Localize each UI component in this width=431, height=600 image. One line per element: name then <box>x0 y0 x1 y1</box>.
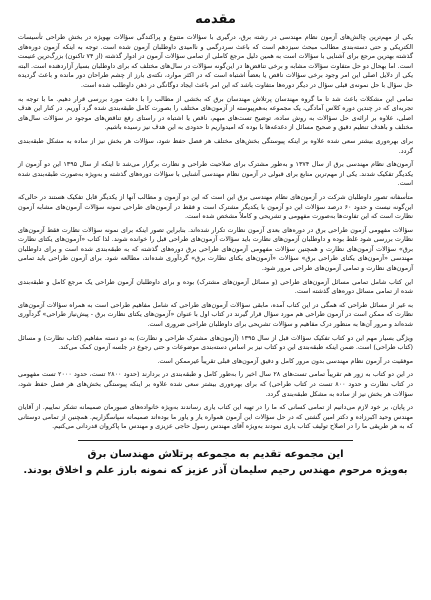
paragraph-6: سؤالات مفهومی آزمون طراحی برق در دوره‌های بعدی آزمون نظارت تکرار شده‌اند. بنابراین تصور اینکه برای نمونه سؤالات نظارت فقط آزمون‌های نظارت بررسی شود غلط بوده و داوطلبان آزمون‌های نظارت باید سؤالات آزمون‌های طراحی قبل را خوانده شوند. لذا کتاب «آزمون‌های یکتای نظارت برق» سؤالات آزمون‌های نظارت و همچنین سؤالات مفهومی آزمون‌های طراحی برق دوره‌های گذشته که به طبقه‌بندی شده است و برای داوطلبان مهندسی «آزمون‌های یکتای طراحی برق» سؤالات «آزمون‌های یکتای نظارت برق» گردآوری شده‌اند، مطالعه شود. برای آزمون طراحی باید تمامی آزمون‌های نظارت و تمامی آزمون‌های طراحی مرور شود. <box>18 225 413 273</box>
paragraph-3: برای بهره‌وری بیشتر سعی شده علاوه بر اینکه پیوستگی بخش‌های مختلف هر فصل حفظ شود، سؤالات هر بخش نیز از ساده به مشکل طبقه‌بندی گردد. <box>18 136 413 155</box>
dedication-line-2: به‌ویژه مرحوم مهندس رحیم سلیمان آذر عزیز که نمونه بارز علم و اخلاق بودند. <box>23 464 408 476</box>
paragraph-2: تمامی این مشکلات باعث شد تا ما گروه مهندسان پرتلاش مهندسان برق که بخشی از مطالب را با دقت مورد بررسی قرار دهیم. ما با توجه به تجربه‌ای که در چندین دوره کلاس آمادگی، یک مجموعه به‌هم‌پیوسته از آزمون‌های مختلف را بصورت کامل طبقه‌بندی شده گرد آوریم. در کنار این هدف اصلی، علاوه بر ارائه‌ی حل سؤالات به روش ساده، توضیح تست‌های مبهم، ناقص یا اشتباه در راستای رفع تناقض‌های موجود در سؤالات سال‌های مختلف و باهدف تنظیم دقیق و صحیح مسائل از دغدغه‌ها با بوده که امیدواریم تا حدودی به این هدف نیز رسیده باشیم. <box>18 94 413 132</box>
page-title: مقدمه <box>195 12 236 27</box>
paragraph-7: این کتاب شامل تمامی مسائل آزمون‌های طراحی (و مسائل آزمون‌های مشترک) بوده و برای داوطلبان آزمون طراحی یک مرجع کامل و طبقه‌بندی شده از تمامی مسائل دوره‌های گذشته است. <box>18 277 413 296</box>
paragraph-1: یکی از مهم‌ترین چالش‌های آزمون نظام مهندسی در رشته برق، درگیری با سؤالات متنوع و پراکندگی سؤالات بهویژه در بخش طراحی تأسیسات الکتریکی و حتی دسته‌بندی مطالب مبحث سیزدهم است که باعث سردرگمی و ناامیدی داوطلبان آزمون شده است. توجه به اینکه آزمون دوره‌های گذشته بهترین مرجع برای آشنایی با سؤالات است به همین دلیل مرجع کاملی از تمامی سؤالات آزمون در ادوار گذشته (از ۷۴ تاکنون) بزرگ‌ترین غنیمت است. اما بهحال دو حل متفاوت سؤالات مشابه و برخی تناقض‌ها در این‌گونه سؤالات در سال‌های مختلف که برای داوطلبان بسیار آزاردهنده است. البته یکی از دلایل اصلی این امر وجود برخی سؤالات ناقص یا بعضاً اشتباه است که در اکثر موارد، نکته‌ی بارز از چشم طراحان دور مانده و باعث گردیده حل سؤال با حل نمونه‌ی قبلی سؤال در دیگر دوره‌ها متفاوت باشد که این امر باعث ایجاد دوگانگی در ذهن داوطلب شده است. <box>18 33 413 89</box>
paragraph-4: آزمون‌های نظام مهندسی برق از سال ۱۳۷۴ و به‌طور مشترک برای صلاحیت طراحی و نظارت برگزار می‌شد تا اینکه از سال ۱۳۹۵ این دو آزمون از یکدیگر تفکیک شدند. یکی از مهم‌ترین منابع برای قبولی در آزمون نظام مهندسی آشنایی با سؤالات دوره‌های گذشته و به‌ویژه به‌صورت طبقه‌بندی شده است. <box>18 160 413 188</box>
paragraph-9: ویژگی بسیار مهم این دو کتاب تفکیک سؤالات قبل از سال ۱۳۹۵ (آزمون‌های مشترک طراحی و نظارت) به دو دسته مفاهیم (کتاب نظارت) و مسائل (کتاب طراحی) است. ضمن اینکه طبقه‌بندی این دو کتاب نیز بر اساس دسته‌بندی موضوعات و حتی رجوع در جلسه آزمون کمک می‌کند. <box>18 333 413 352</box>
dedication-line-1: این مجموعه تقدیم به مجموعه پرتلاش مهندسان برق <box>87 448 344 460</box>
divider <box>78 440 353 441</box>
paragraph-12: در پایان، بر خود لازم می‌دانیم از تمامی کسانی که ما را در تهیه این کتاب یاری رساندند به‌ویژه خانواده‌های صبورمان صمیمانه تشکر نماییم. از آقایان مهندس وحید اکبرزاده و دکتر امین گشتی که در حل سؤالات این آزمون همواره یار و یاور ما بوده‌اند صمیمانه سپاسگزاریم. همچنین از تمامی دوستانی که به هر طریقی ما را در اصلاح تولیف کتاب یاری نمودند به‌ویژه آقای مهندس رسول حاجی عزیزی و مهندس ما پاکروان قدردانی می‌کنیم. <box>18 403 413 431</box>
paragraph-5: متأسفانه تصور داوطلبان شرکت در آزمون‌های نظام مهندسی برق این است که این دو آزمون و مطالب آنها از یکدیگر قابل تفکیک هستند در حالی‌که این‌گونه نیست و حدود ۶۰ درصد سؤالات این دو آزمون با یکدیگر مشترک است و فقط در آزمون‌های طراحی نمونه سؤالات آزمون‌های مشابه آزمون نظارت است که این تفاوت‌ها به‌صورت مفهومی و تشریحی و کاملاً مشخص شده است. <box>18 192 413 221</box>
paragraph-8: به غیر از مسائل طراحی که همگی در این کتاب آمده، مابقی سؤالات آزمون‌های طراحی که شامل مفاهیم طراحی است به همراه سؤالات آزمون‌های نظارت که ممکن است در آزمون طراحی هم مورد سؤال قرار گیرند در کتاب اول با عنوان «آزمون‌های یکتای نظارت برق - پیش‌نیاز طراحی» گردآوری شده‌اند و مرور آن‌ها به منظور درک مفاهیم و سؤالات تشریحی برای داوطلبان طراحی ضروری است. <box>18 300 413 329</box>
paragraph-10: موفقیت در آزمون نظام مهندسی بدون مرور کامل و دقیق آزمون‌های قبلی تقریباً غیرممکن است. <box>157 356 413 365</box>
paragraph-11: در این دو کتاب به زور هم تقریباً تمامی تست‌های ۲۸ سال اخیر را به‌طور کامل و طبقه‌بندی در بردارند (حدود ۲۸۰۰ تست، حدود ۲۰۰۰ تست مفهومی در کتاب نظارت و حدود ۸۰۰ تست در کتاب طراحی) که برای بهره‌وری بیشتر سعی شده علاوه بر اینکه پیوستگی بخش‌های هر فصل حفظ شود، سؤالات هر بخش نیز از ساده به مشکل طبقه‌بندی گردد. <box>18 370 413 398</box>
